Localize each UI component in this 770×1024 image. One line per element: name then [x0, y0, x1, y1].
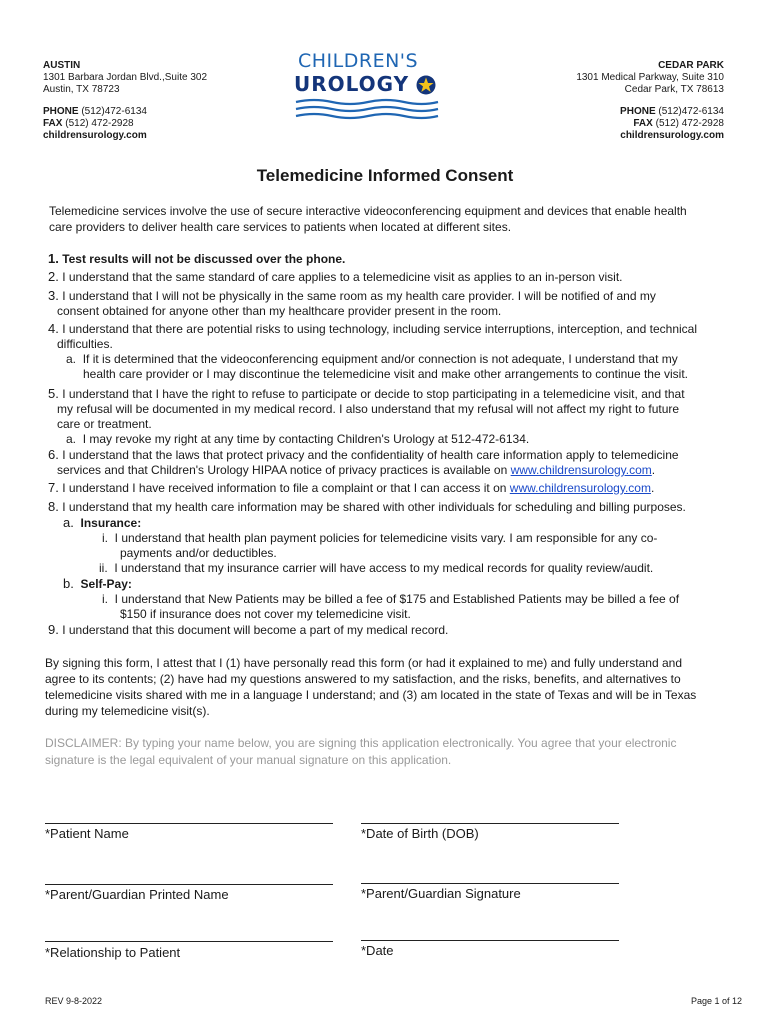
item-5 [48, 386, 685, 447]
complaint-website-link[interactable]: www.childrensurology.com [509, 481, 651, 495]
item-7-end: . [650, 481, 655, 495]
document-title: Telemedicine Informed Consent [256, 166, 514, 185]
item-4-number: 4. [48, 321, 59, 336]
cedar-park-website: childrensurology.com [620, 130, 724, 141]
item-3 [48, 288, 656, 319]
date-field[interactable] [361, 940, 619, 958]
page-number: Page 1 of 12 [690, 996, 742, 1006]
item-4a-label: a. [66, 352, 77, 366]
cedar-park-address-2: Cedar Park, TX 78613 [624, 84, 724, 95]
childrens-urology-logo [292, 50, 442, 120]
cedar-park-address-1: 1301 Medical Parkway, Suite 310 [576, 72, 724, 83]
item-8a-label: a. [63, 515, 74, 530]
date-of-birth-field[interactable] [361, 823, 619, 841]
intro-line-2: care providers to deliver health care services to patients when located at different sites. [49, 220, 512, 234]
cedar-park-fax: (512) 472-2928 [655, 118, 724, 129]
item-7 [48, 480, 654, 496]
item-5a-text: I may revoke my right at any time by contacting Children's Urology at 512-472-6134. [82, 432, 530, 446]
patient-name-label: *Patient Name [45, 826, 129, 841]
item-8bi-line-1: I understand that New Patients may be billed a fee of $175 and Established Patients may be billed a fee of [114, 592, 680, 606]
item-8aii-text: I understand that my insurance carrier will have access to my medical records for quality review/audit. [114, 561, 654, 575]
item-6 [48, 447, 679, 478]
cedar-park-fax-label: FAX [633, 118, 653, 129]
item-6-line-1: I understand that the laws that protect privacy and the confidentiality of health care information apply to telemedicine [62, 448, 679, 462]
attest-line-3: telemedicine visits shared with me in a language I understand; and (3) am located in the state of Texas and will be in Texas [45, 688, 697, 702]
item-8a-title: Insurance: [80, 516, 142, 530]
item-6-line-2: services and that Children's Urology HIPAA notice of privacy practices is available on [57, 463, 508, 477]
item-4a-line-1: If it is determined that the videoconferencing equipment and/or connection is not adequate, I understand that my [82, 352, 678, 366]
item-5-line-2: my refusal will be documented in my medical record. I also understand that my refusal will not affect my right to future [57, 402, 680, 416]
austin-phone-label: PHONE [43, 106, 79, 117]
austin-address-2: Austin, TX 78723 [43, 84, 120, 95]
date-label: *Date [361, 943, 394, 958]
austin-office-name: AUSTIN [43, 60, 81, 71]
item-8aii-label: ii. [99, 561, 108, 575]
star-icon [416, 75, 436, 95]
disclaimer-line-1: DISCLAIMER: By typing your name below, you are signing this application electronically. You agree that your electronic [45, 736, 677, 750]
austin-website: childrensurology.com [43, 130, 147, 141]
guardian-signature-field[interactable] [361, 883, 619, 901]
guardian-printed-name-field[interactable] [45, 884, 333, 902]
item-8ai-line-1: I understand that health plan payment policies for telemedicine visits vary. I am responsible for any co- [114, 531, 658, 545]
attest-line-2: agree to its contents; (2) have had my questions answered to my satisfaction, and the risks, benefits, and alternatives to [45, 672, 681, 686]
item-6-end: . [651, 463, 656, 477]
item-8ai-label: i. [102, 531, 108, 545]
cedar-park-phone-label: PHONE [620, 106, 656, 117]
guardian-signature-label: *Parent/Guardian Signature [361, 886, 521, 901]
item-4a-line-2: health care provider or I may discontinue the telemedicine visit and make other arrangements to continue the visit. [83, 367, 688, 381]
item-2 [48, 269, 623, 285]
item-5-number: 5. [48, 386, 59, 401]
austin-office-block [43, 60, 207, 142]
cedar-park-office-name: CEDAR PARK [658, 60, 724, 71]
item-4-line-1: I understand that there are potential risks to using technology, including service interruptions, interception, and technical [62, 322, 698, 336]
item-8ai-line-2: payments and/or deductibles. [120, 546, 277, 560]
item-8-text: I understand that my health care information may be shared with other individuals for scheduling and billing purposes. [62, 500, 686, 514]
cedar-park-phone: (512)472-6134 [658, 106, 724, 117]
cedar-park-office-block [576, 60, 724, 142]
item-9 [48, 622, 448, 638]
attest-line-1: By signing this form, I attest that I (1) have personally read this form (or had it explained to me) and fully understand and [45, 656, 682, 670]
item-2-text: I understand that the same standard of care applies to a telemedicine visit as applies to an in-person visit. [62, 270, 623, 284]
item-7-text: I understand I have received information to file a complaint or that I can access it on [62, 481, 507, 495]
item-3-number: 3. [48, 288, 59, 303]
disclaimer-paragraph [45, 735, 676, 769]
intro-paragraph [49, 203, 687, 235]
austin-phone: (512)472-6134 [81, 106, 147, 117]
item-8b-label: b. [63, 576, 74, 591]
item-1 [48, 251, 345, 267]
item-5-line-1: I understand that I have the right to refuse to participate or decide to stop participating in a telemedicine visit, and that [62, 387, 685, 401]
item-3-line-1: I understand that I will not be physically in the same room as my health care provider. I will be notified of and my [62, 289, 656, 303]
disclaimer-line-2: signature is the legal equivalent of your manual signature on this application. [45, 753, 452, 767]
guardian-printed-name-label: *Parent/Guardian Printed Name [45, 887, 229, 902]
austin-fax: (512) 472-2928 [65, 118, 134, 129]
item-8-number: 8. [48, 499, 59, 514]
item-1-text: Test results will not be discussed over the phone. [62, 252, 346, 266]
item-8b-title: Self-Pay: [80, 577, 132, 591]
item-7-number: 7. [48, 480, 59, 495]
relationship-field[interactable] [45, 941, 333, 960]
austin-address-1: 1301 Barbara Jordan Blvd.,Suite 302 [43, 72, 207, 83]
item-2-number: 2. [48, 269, 59, 284]
item-8 [48, 499, 686, 622]
item-8bi-label: i. [102, 592, 108, 606]
revision-label: REV 9-8-2022 [45, 996, 103, 1006]
wave-lines-icon [294, 98, 440, 120]
item-9-text: I understand that this document will become a part of my medical record. [62, 623, 449, 637]
item-1-number: 1. [48, 251, 59, 266]
attest-line-4: during my telemedicine visit(s). [45, 704, 210, 718]
intro-line-1: Telemedicine services involve the use of secure interactive videoconferencing equipment and devices that enable health [49, 204, 687, 218]
item-9-number: 9. [48, 622, 59, 637]
item-6-number: 6. [48, 447, 59, 462]
relationship-label: *Relationship to Patient [45, 945, 181, 960]
patient-name-field[interactable] [45, 823, 333, 841]
logo-line-2: UROLOGY [294, 72, 410, 96]
date-of-birth-label: *Date of Birth (DOB) [361, 826, 479, 841]
item-3-line-2: consent obtained for anyone other than my healthcare provider present in the room. [57, 304, 502, 318]
item-5a-label: a. [66, 432, 77, 446]
item-4 [48, 321, 697, 382]
attestation-paragraph [45, 655, 696, 719]
item-8bi-line-2: $150 if insurance does not cover my telemedicine visit. [120, 607, 411, 621]
austin-fax-label: FAX [43, 118, 63, 129]
privacy-website-link[interactable]: www.childrensurology.com [510, 463, 652, 477]
item-4-line-2: difficulties. [57, 337, 113, 351]
logo-line-1: CHILDREN'S [298, 50, 419, 72]
item-5-line-3: care or treatment. [57, 417, 152, 431]
